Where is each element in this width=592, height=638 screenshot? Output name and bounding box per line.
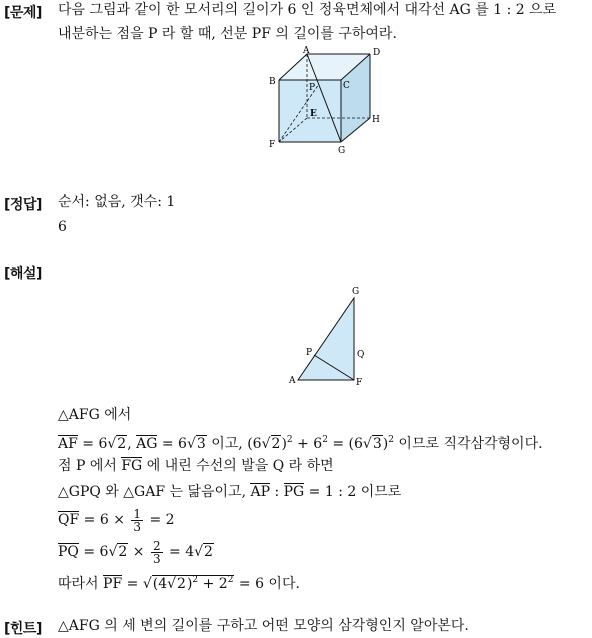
solution-line-2: AF = 6√2, AG = 6√3 이고, $(6√2)^2 + 6^2 = (6√3)^2$ 이므로 직각삼각형이다. (58, 435, 543, 452)
hint-text: △AFG 의 세 변의 길이를 구하고 어떤 모양의 삼각형인지 알아본다. (58, 618, 469, 634)
cube-label-p: P (309, 83, 316, 93)
tri-label-g: G (352, 287, 360, 297)
solution-line-7: 따라서 PF = $√(4√2)^2 + 2^2 = 6$ 이다. (58, 575, 300, 592)
answer-line-1: 순서: 없음, 갯수: 1 (58, 194, 176, 210)
solution-line-5: QF = 6 × $\frac{1}{3}$ = 2 (58, 506, 175, 534)
cube-label-b: B (269, 77, 276, 87)
cube-label-f: F (269, 140, 276, 150)
cube-label-c: C (343, 81, 350, 91)
solution-line-6: PQ = 6√2 × $\frac{2}{3}$ = 4√2 (58, 538, 213, 566)
tri-label-a: A (289, 376, 296, 386)
answer-value: 6 (58, 219, 67, 235)
solution-line-4: △GPQ 와 △GAF 는 닮음이고, AP : PG = 1 : 2 이므로 (58, 484, 402, 500)
cube-label-g: G (338, 146, 346, 156)
problem-line-2: 내분하는 점을 P 라 할 때, 선분 PF 의 길이를 구하여라. (58, 26, 397, 42)
solution-line-3: 점 P 에서 FG 에 내린 수선의 발을 Q 라 하면 (58, 458, 334, 474)
cube-label-d: D (373, 48, 381, 58)
answer-tag: [정답] (4, 197, 42, 213)
problem-line-1: 다음 그림과 같이 한 모서리의 길이가 6 인 정육면체에서 대각선 AG 를 1 : 2 으로 (58, 2, 557, 18)
solution-tag: [해설] (4, 266, 42, 282)
cube-label-a: A (303, 46, 310, 56)
hint-tag: [힌트] (4, 621, 42, 637)
solution-line-1: △AFG 에서 (58, 407, 132, 423)
triangle-figure (284, 284, 374, 390)
problem-tag: [문제] (4, 5, 42, 21)
tri-label-q: Q (357, 350, 365, 360)
tri-label-p: P (306, 348, 313, 358)
cube-figure (262, 46, 392, 156)
cube-label-e: E (310, 109, 317, 119)
tri-label-f: F (356, 378, 363, 388)
cube-label-h: H (372, 115, 380, 125)
